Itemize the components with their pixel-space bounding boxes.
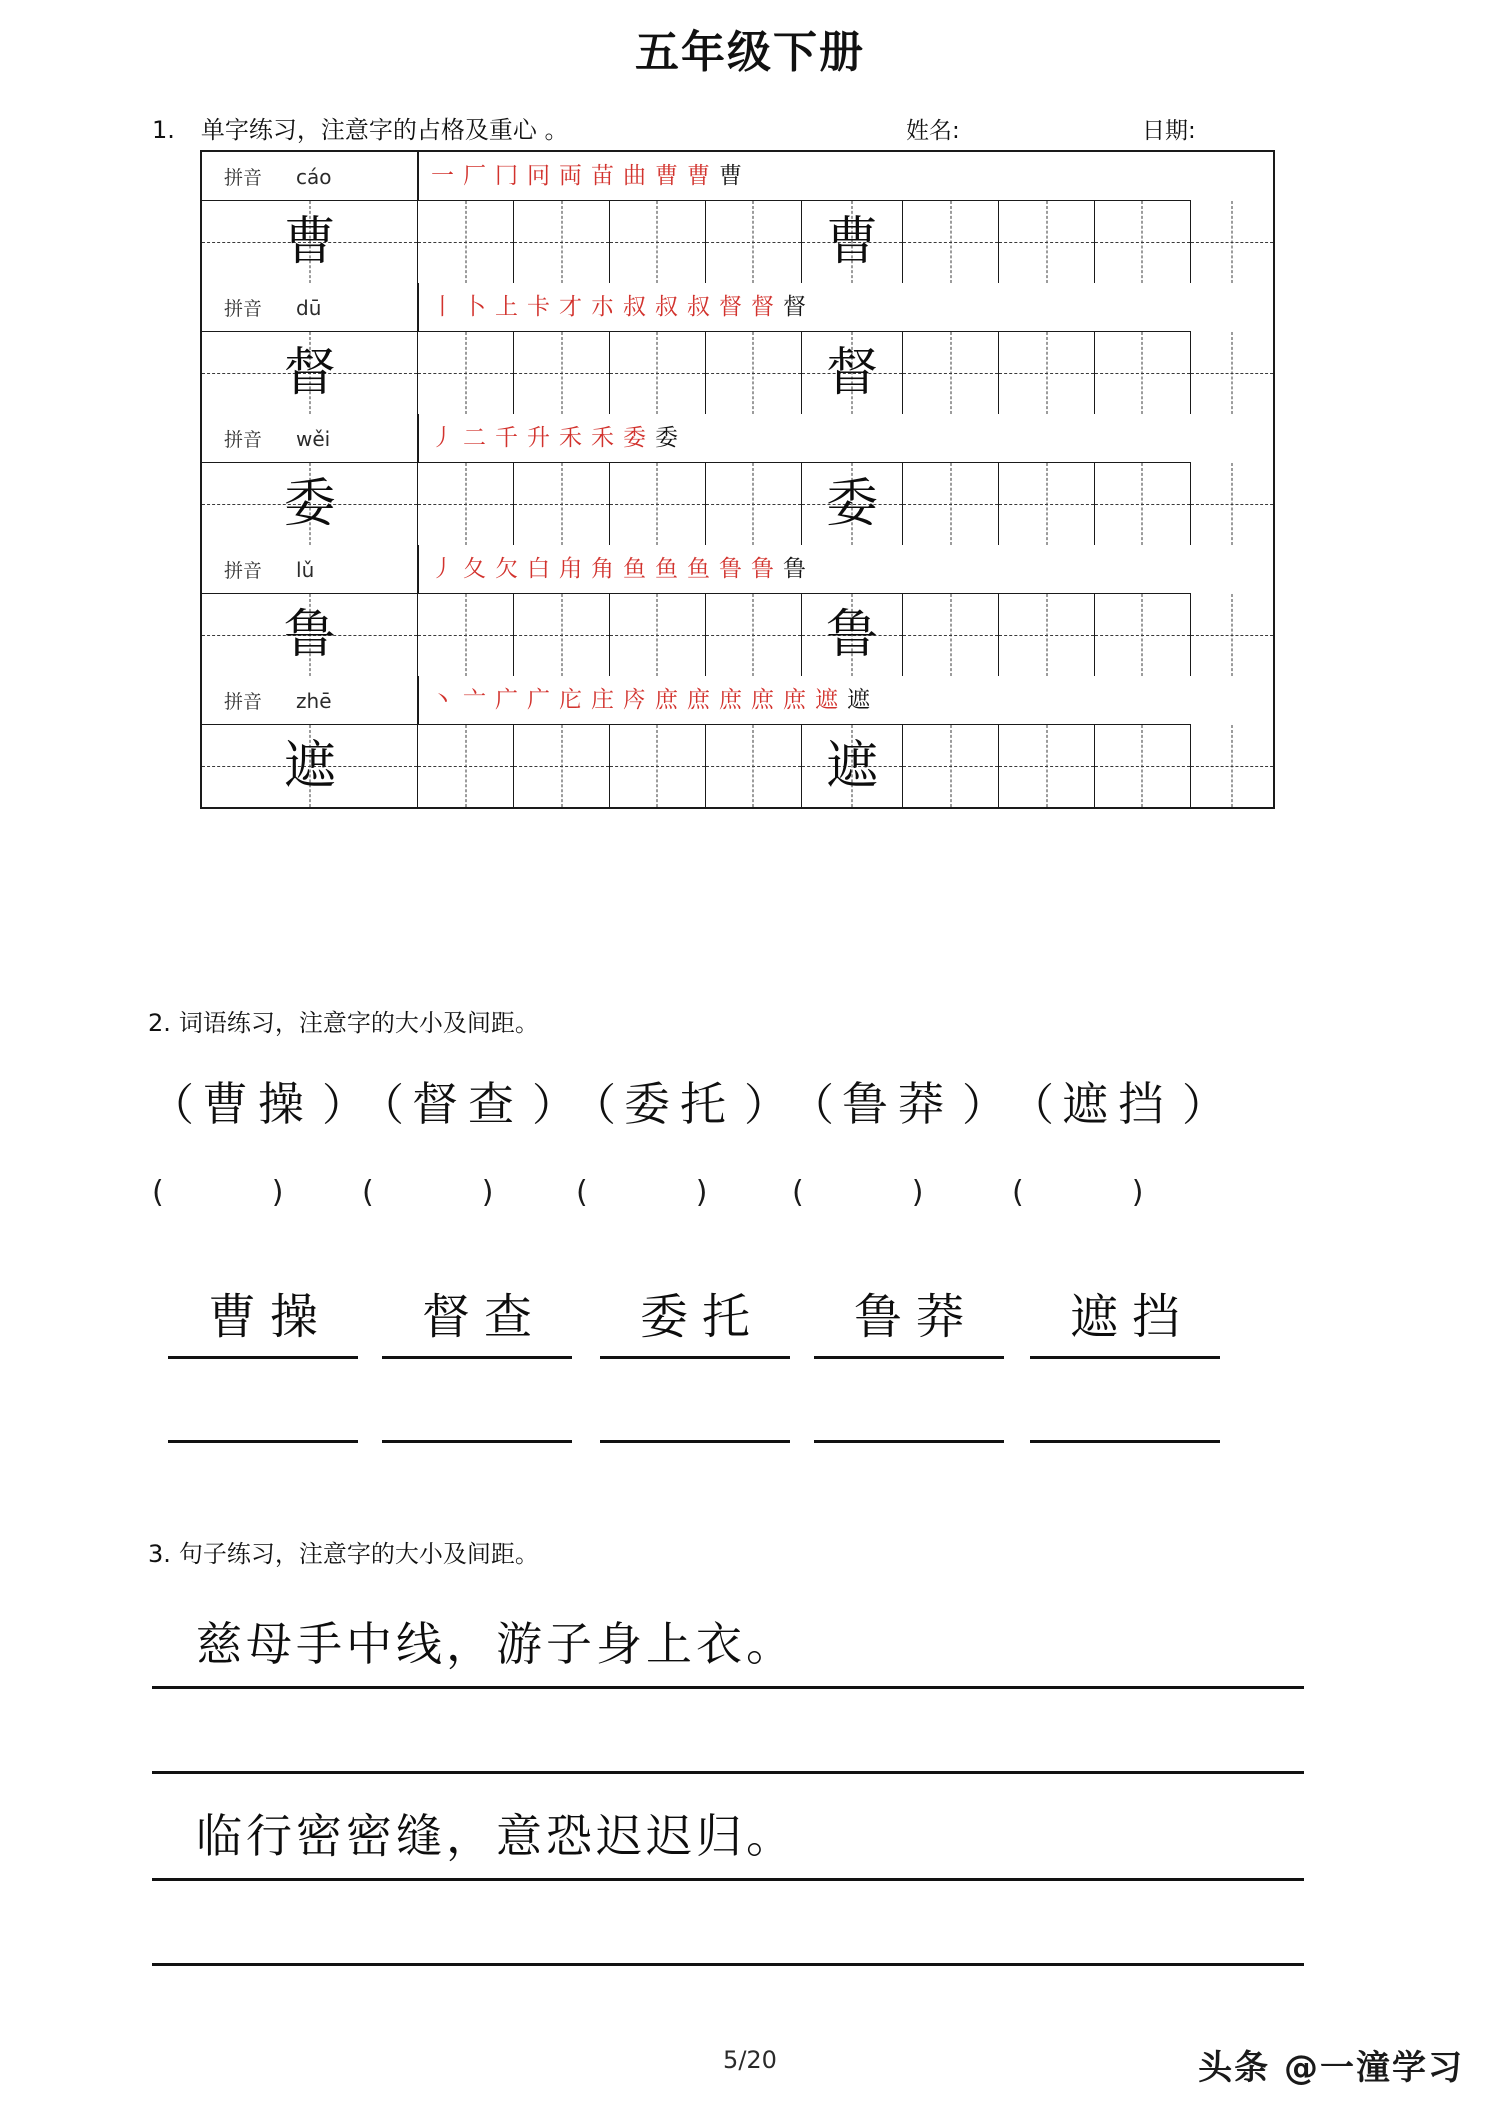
stroke-order-sequence [430, 686, 1190, 713]
paren-close: ） [532, 1080, 576, 1131]
word-text: 鲁莽 [853, 1289, 978, 1345]
grid-guide-horizontal [418, 635, 513, 636]
word-text: 督查 [421, 1289, 546, 1345]
word-pair-blank[interactable] [1012, 1175, 1143, 1210]
model-character-cell [801, 201, 903, 284]
paren-close: ) [481, 1175, 494, 1210]
stroke-step: 遮 [846, 686, 874, 713]
model-character: 督 [283, 343, 336, 403]
blank-writing-cell[interactable] [705, 332, 801, 415]
grid-guide-horizontal [610, 242, 705, 243]
blank-writing-cell[interactable] [999, 201, 1095, 284]
section-1-number: 1. [152, 116, 175, 144]
underlined-word [382, 1278, 572, 1359]
grid-guide-horizontal [610, 635, 705, 636]
model-character-cell [801, 725, 903, 809]
stroke-step: 委 [654, 424, 682, 451]
blank-writing-cell[interactable] [418, 332, 514, 415]
underlined-word-blank[interactable] [168, 1430, 358, 1443]
word-text: 曹操 [207, 1289, 332, 1345]
pinyin-label: 拼音 [224, 166, 263, 189]
pinyin-label: 拼音 [224, 559, 263, 582]
underlined-word [1030, 1278, 1220, 1359]
grid-guide-horizontal [999, 373, 1094, 374]
model-character-cell [801, 332, 903, 415]
word-text: 鲁莽 [842, 1077, 954, 1131]
blank-writing-cell[interactable] [514, 463, 610, 546]
blank-writing-cell[interactable] [705, 725, 801, 809]
pinyin-label: 拼音 [224, 297, 263, 320]
stroke-order-cell [418, 414, 1190, 463]
underlined-word-blank[interactable] [600, 1430, 790, 1443]
stroke-step: 督 [718, 293, 746, 320]
pinyin-label: 拼音 [224, 428, 263, 451]
stroke-step: 卡 [526, 293, 554, 320]
stroke-step: 禾 [558, 424, 586, 451]
grid-guide-horizontal [706, 766, 801, 767]
grid-guide-horizontal [1191, 766, 1273, 767]
blank-writing-cell[interactable] [418, 201, 514, 284]
blank-writing-cell[interactable] [514, 332, 610, 415]
character-practice-table [200, 150, 1275, 809]
stroke-step: 庶 [782, 686, 810, 713]
paren-open: （ [790, 1080, 834, 1131]
stroke-step: 督 [750, 293, 778, 320]
pinyin-cell [201, 283, 418, 332]
stroke-step: 禾 [590, 424, 618, 451]
stroke-step: 庈 [622, 686, 650, 713]
stroke-step: 鱼 [654, 555, 682, 582]
stroke-step: 白 [526, 555, 554, 582]
stroke-step: 广 [494, 686, 522, 713]
model-character-cell [201, 594, 418, 677]
stroke-step: 一 [430, 162, 458, 189]
word-underline-filled-row [0, 1278, 1500, 1370]
blank-writing-cell[interactable] [705, 463, 801, 546]
blank-writing-cell[interactable] [999, 332, 1095, 415]
blank-writing-cell[interactable] [1094, 463, 1190, 546]
blank-writing-cell[interactable] [1094, 332, 1190, 415]
stroke-step: 卜 [462, 293, 490, 320]
word-text: 督查 [412, 1077, 524, 1131]
stroke-step: 叔 [654, 293, 682, 320]
character-writing-row [201, 201, 1274, 284]
stroke-step: 夂 [462, 555, 490, 582]
section-3-heading [148, 1534, 539, 1569]
stroke-order-cell [418, 283, 1190, 332]
stroke-step: 苗 [590, 162, 618, 189]
stroke-step: 両 [558, 162, 586, 189]
stroke-step: 鱼 [622, 555, 650, 582]
stroke-step: 亠 [462, 686, 490, 713]
blank-writing-cell[interactable] [903, 201, 999, 284]
blank-writing-cell[interactable] [1094, 594, 1190, 677]
grid-guide-horizontal [610, 766, 705, 767]
grid-guide-horizontal [1191, 373, 1273, 374]
watermark: 头条 @一潼学习 [1198, 2048, 1464, 2088]
blank-writing-cell[interactable] [610, 201, 706, 284]
pinyin-value: lǔ [296, 557, 315, 582]
grid-guide-horizontal [999, 242, 1094, 243]
sentence-blank-line[interactable] [152, 1963, 1304, 1966]
stroke-step: 丨 [430, 293, 458, 320]
word-text: 委托 [624, 1077, 736, 1131]
blank-writing-cell[interactable] [514, 201, 610, 284]
stroke-step: 庶 [750, 686, 778, 713]
pinyin-stroke-row [201, 151, 1274, 201]
stroke-step: 督 [782, 293, 810, 320]
word-pair-filled [360, 1068, 576, 1134]
stroke-step: 升 [526, 424, 554, 451]
underlined-word-blank[interactable] [1030, 1430, 1220, 1443]
blank-writing-cell[interactable] [705, 594, 801, 677]
word-underline-blank-row[interactable] [0, 1430, 1500, 1490]
paren-close: ) [271, 1175, 284, 1210]
blank-writing-cell[interactable] [610, 332, 706, 415]
grid-guide-horizontal [706, 635, 801, 636]
pinyin-cell [201, 151, 418, 201]
blank-writing-cell[interactable] [999, 594, 1095, 677]
blank-writing-cell[interactable] [1094, 725, 1190, 809]
paren-open: （ [150, 1080, 194, 1131]
model-character: 鲁 [825, 605, 878, 665]
grid-guide-horizontal [418, 242, 513, 243]
sentence-blank-line[interactable] [152, 1771, 1304, 1774]
paren-open: （ [360, 1080, 404, 1131]
pinyin-cell [201, 676, 418, 725]
paren-open: ( [362, 1175, 374, 1210]
grid-guide-horizontal [1095, 766, 1190, 767]
model-character: 督 [825, 343, 878, 403]
grid-guide-horizontal [1191, 635, 1273, 636]
stroke-step: 叔 [686, 293, 714, 320]
grid-guide-horizontal [610, 373, 705, 374]
paren-open: （ [572, 1080, 616, 1131]
stroke-order-sequence [430, 162, 1190, 189]
pinyin-stroke-row [201, 676, 1274, 725]
word-pair-filled [150, 1068, 366, 1134]
character-writing-row [201, 725, 1274, 809]
pinyin-label: 拼音 [224, 690, 263, 713]
blank-writing-cell[interactable] [418, 725, 514, 809]
stroke-step: 丶 [430, 686, 458, 713]
stroke-step: 庄 [590, 686, 618, 713]
grid-guide-horizontal [1095, 373, 1190, 374]
stroke-step: 庀 [558, 686, 586, 713]
blank-writing-cell[interactable] [418, 594, 514, 677]
stroke-step: 曹 [654, 162, 682, 189]
word-pair-filled [1010, 1068, 1226, 1134]
blank-writing-cell[interactable] [418, 463, 514, 546]
grid-guide-horizontal [514, 504, 609, 505]
model-character: 委 [283, 474, 336, 534]
paren-close: ） [1182, 1080, 1226, 1131]
model-character: 遮 [283, 736, 336, 796]
blank-writing-cell[interactable] [903, 332, 999, 415]
grid-guide-horizontal [514, 373, 609, 374]
blank-writing-cell[interactable] [903, 725, 999, 809]
grid-guide-horizontal [514, 635, 609, 636]
pinyin-stroke-row [201, 283, 1274, 332]
page-number: 5/20 [723, 2046, 777, 2074]
model-character: 遮 [825, 736, 878, 796]
sentence-writing-line[interactable] [152, 1878, 1304, 1881]
sentence-text: 临行密密缝，意恐迟迟归。 [196, 1809, 796, 1863]
character-writing-row [201, 332, 1274, 415]
model-character-cell [801, 463, 903, 546]
grid-guide-horizontal [706, 242, 801, 243]
model-character: 鲁 [283, 605, 336, 665]
paren-open: ( [792, 1175, 804, 1210]
grid-guide-horizontal [514, 242, 609, 243]
word-pair-blank[interactable] [362, 1175, 493, 1210]
underlined-word [814, 1278, 1004, 1359]
paren-open: ( [576, 1175, 588, 1210]
blank-writing-cell[interactable] [610, 594, 706, 677]
stroke-step: 角 [590, 555, 618, 582]
blank-writing-cell[interactable] [1094, 201, 1190, 284]
pinyin-value: wěi [296, 426, 331, 451]
pinyin-stroke-row [201, 545, 1274, 594]
stroke-step: 冂 [494, 162, 522, 189]
stroke-step: 冋 [526, 162, 554, 189]
paren-close: ) [1131, 1175, 1144, 1210]
word-text: 遮挡 [1069, 1289, 1194, 1345]
section-3-number: 3. [148, 1540, 171, 1568]
paren-close: ) [695, 1175, 708, 1210]
stroke-order-cell [418, 676, 1190, 725]
stroke-step: 二 [462, 424, 490, 451]
section-1-heading [152, 110, 569, 145]
blank-writing-cell[interactable] [705, 201, 801, 284]
stroke-step: 鲁 [750, 555, 778, 582]
stroke-step: 曹 [718, 162, 746, 189]
stroke-step: 曹 [686, 162, 714, 189]
page-title: 五年级下册 [635, 27, 865, 78]
word-text: 曹操 [202, 1077, 314, 1131]
blank-writing-cell[interactable] [1190, 201, 1274, 284]
model-character-cell [201, 332, 418, 415]
grid-guide-horizontal [418, 373, 513, 374]
stroke-step: 叔 [622, 293, 650, 320]
stroke-step: 委 [622, 424, 650, 451]
stroke-step: 鲁 [718, 555, 746, 582]
paren-open: （ [1010, 1080, 1054, 1131]
grid-guide-horizontal [999, 635, 1094, 636]
stroke-step: 丿 [430, 424, 458, 451]
stroke-step: 庶 [686, 686, 714, 713]
model-character-cell [201, 463, 418, 546]
grid-guide-horizontal [903, 373, 998, 374]
stroke-order-sequence [430, 424, 1190, 451]
stroke-step: 曲 [622, 162, 650, 189]
word-pair-blank[interactable] [576, 1175, 707, 1210]
underlined-word [168, 1278, 358, 1359]
grid-guide-horizontal [1191, 242, 1273, 243]
paren-open: ( [152, 1175, 164, 1210]
grid-guide-horizontal [418, 504, 513, 505]
blank-writing-cell[interactable] [999, 463, 1095, 546]
character-writing-row [201, 463, 1274, 546]
pinyin-value: zhē [296, 688, 332, 713]
stroke-step: 遮 [814, 686, 842, 713]
stroke-order-sequence [430, 293, 1190, 320]
paren-close: ） [962, 1080, 1006, 1131]
underlined-word-blank[interactable] [382, 1430, 572, 1443]
underlined-word-blank[interactable] [814, 1430, 1004, 1443]
section-3-text: 句子练习，注意字的大小及间距。 [178, 1540, 539, 1568]
blank-writing-cell[interactable] [514, 594, 610, 677]
grid-guide-horizontal [903, 504, 998, 505]
word-practice-blank-row[interactable] [0, 1175, 1500, 1245]
pinyin-value: dū [296, 295, 322, 320]
model-character-cell [201, 725, 418, 809]
blank-writing-cell[interactable] [1190, 463, 1274, 546]
section-2-text: 词语练习，注意字的大小及间距。 [178, 1009, 539, 1037]
stroke-step: 鲁 [782, 555, 810, 582]
stroke-step: 甪 [558, 555, 586, 582]
model-character-cell [201, 201, 418, 284]
blank-writing-cell[interactable] [999, 725, 1095, 809]
stroke-step: 庶 [654, 686, 682, 713]
model-character-cell [801, 594, 903, 677]
grid-guide-horizontal [1095, 635, 1190, 636]
stroke-order-cell [418, 151, 1190, 201]
stroke-step: 才 [558, 293, 586, 320]
sentence-writing-line[interactable] [152, 1686, 1304, 1689]
blank-writing-cell[interactable] [514, 725, 610, 809]
word-pair-filled [572, 1068, 788, 1134]
underlined-word [600, 1278, 790, 1359]
model-character: 曹 [825, 212, 878, 272]
pinyin-cell [201, 545, 418, 594]
stroke-step: 丿 [430, 555, 458, 582]
name-field-label[interactable]: 姓名: [906, 118, 960, 144]
blank-writing-cell[interactable] [610, 463, 706, 546]
sentence-text: 慈母手中线，游子身上衣。 [196, 1617, 796, 1671]
grid-guide-horizontal [1191, 504, 1273, 505]
word-practice-filled-row [0, 1068, 1500, 1138]
section-1-text: 单字练习，注意字的占格及重心 。 [200, 116, 569, 144]
stroke-step: 厂 [462, 162, 490, 189]
stroke-step: 鱼 [686, 555, 714, 582]
paren-close: ） [322, 1080, 366, 1131]
pinyin-stroke-row [201, 414, 1274, 463]
stroke-step: 欠 [494, 555, 522, 582]
grid-guide-horizontal [999, 504, 1094, 505]
section-2-heading [148, 1003, 539, 1038]
pinyin-cell [201, 414, 418, 463]
model-character: 曹 [283, 212, 336, 272]
blank-writing-cell[interactable] [610, 725, 706, 809]
stroke-order-sequence [430, 555, 1190, 582]
paren-close: ） [744, 1080, 788, 1131]
grid-guide-horizontal [706, 373, 801, 374]
character-writing-row [201, 594, 1274, 677]
grid-guide-horizontal [610, 504, 705, 505]
word-pair-filled [790, 1068, 1006, 1134]
grid-guide-horizontal [999, 766, 1094, 767]
pinyin-value: cáo [296, 164, 332, 189]
word-text: 遮挡 [1062, 1077, 1174, 1131]
stroke-step: 广 [526, 686, 554, 713]
date-field-label[interactable]: 日期: [1142, 118, 1196, 144]
grid-guide-horizontal [903, 242, 998, 243]
paren-open: ( [1012, 1175, 1024, 1210]
grid-guide-horizontal [1095, 504, 1190, 505]
grid-guide-horizontal [514, 766, 609, 767]
blank-writing-cell[interactable] [903, 463, 999, 546]
grid-guide-horizontal [1095, 242, 1190, 243]
blank-writing-cell[interactable] [1190, 332, 1274, 415]
section-2-number: 2. [148, 1009, 171, 1037]
grid-guide-horizontal [706, 504, 801, 505]
grid-guide-horizontal [903, 766, 998, 767]
grid-guide-horizontal [418, 766, 513, 767]
stroke-step: 上 [494, 293, 522, 320]
grid-guide-horizontal [903, 635, 998, 636]
word-pair-blank[interactable] [792, 1175, 923, 1210]
blank-writing-cell[interactable] [1190, 725, 1274, 809]
stroke-step: 庶 [718, 686, 746, 713]
model-character: 委 [825, 474, 878, 534]
blank-writing-cell[interactable] [903, 594, 999, 677]
word-text: 委托 [639, 1289, 764, 1345]
stroke-order-cell [418, 545, 1190, 594]
paren-close: ) [911, 1175, 924, 1210]
word-pair-blank[interactable] [152, 1175, 283, 1210]
blank-writing-cell[interactable] [1190, 594, 1274, 677]
stroke-step: 朩 [590, 293, 618, 320]
stroke-step: 千 [494, 424, 522, 451]
